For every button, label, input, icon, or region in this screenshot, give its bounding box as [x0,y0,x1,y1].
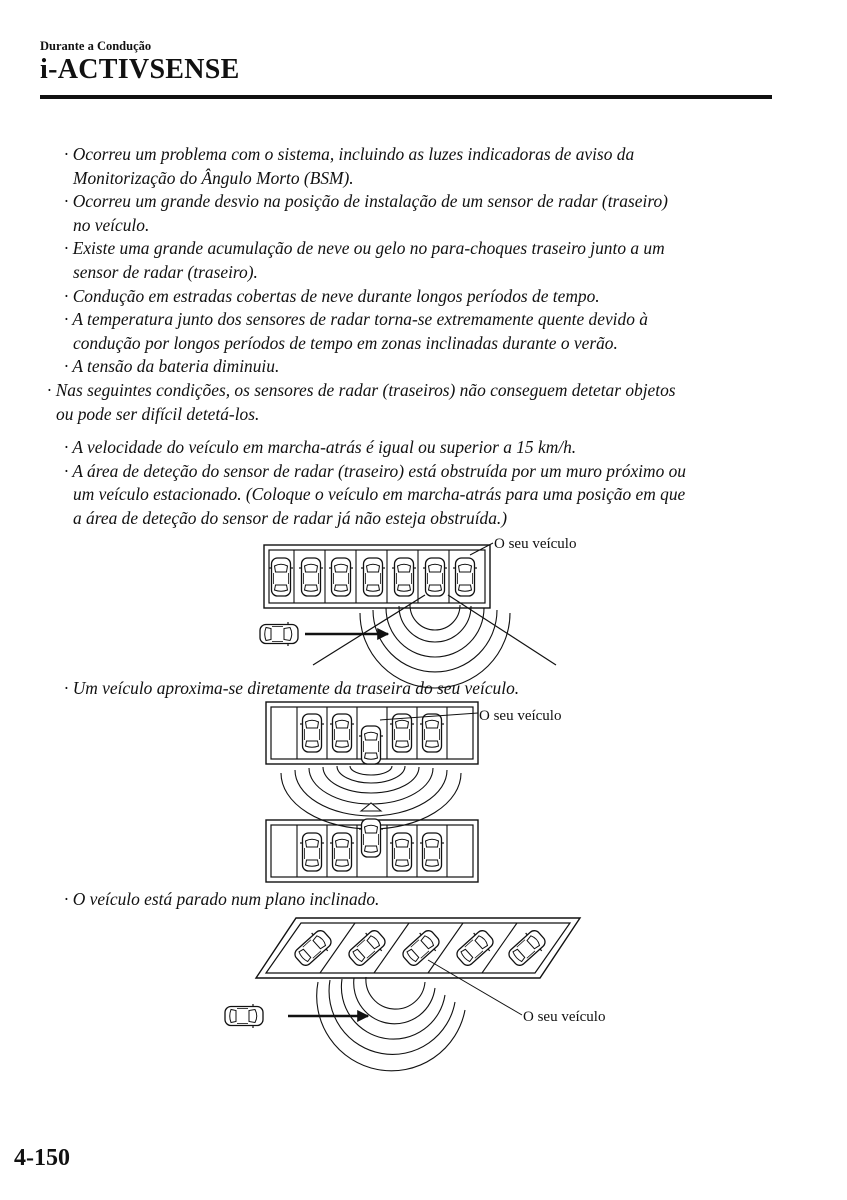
vehicle-label: O seu veículo [479,708,562,724]
list-item-line: um veículo estacionado. (Coloque o veículo em marcha-atrás para uma posição em que [73,484,686,505]
figure-caption-approach: · Um veículo aproxima-se diretamente da traseira do seu veículo. [64,678,520,698]
list-item-line: condução por longos períodos de tempo em zonas inclinadas durante o verão. [73,332,618,353]
own-vehicle [423,558,447,596]
list-item-line: ou pode ser difícil detetá-los. [56,403,260,424]
vehicle-label: O seu veículo [494,536,577,552]
figure-obstructed-parking [260,536,576,688]
list-item-line: · Nas seguintes condições, os sensores de radar (traseiros) não conseguem detetar objetos [47,379,676,400]
figure-approaching-vehicle [266,702,561,882]
own-vehicle [359,726,383,764]
page-title: i-ACTIVSENSE [40,54,240,85]
section-header: Durante a Condução [40,39,152,53]
list-item-line: · Existe uma grande acumulação de neve ou gelo no para-choques traseiro junto a um [64,238,665,259]
vehicle-label: O seu veículo [523,1009,606,1025]
list-item-line: · Ocorreu um problema com o sistema, incluindo as luzes indicadoras de aviso da [64,144,635,164]
list-item-line: · Condução em estradas cobertas de neve durante longos períodos de tempo. [64,285,600,306]
list-item-line: · A área de deteção do sensor de radar (traseiro) está obstruída por um muro próximo ou [64,460,687,481]
list-item-line: a área de deteção do sensor de radar já não esteja obstruída.) [73,507,508,528]
list-item-line: · A temperatura junto dos sensores de radar torna-se extremamente quente devido à [64,309,648,330]
figure-inclined-plane [225,918,605,1071]
own-vehicle [399,926,443,969]
figure-caption-slope: · O veículo está parado num plano inclinado. [64,889,380,909]
list-item-line: no veículo. [73,214,150,235]
list-item-line: · A tensão da bateria diminuiu. [64,356,280,377]
list-item-line: Monitorização do Ângulo Morto (BSM). [73,167,354,188]
page-number: 4-150 [14,1145,70,1171]
list-item-line: sensor de radar (traseiro). [73,261,258,282]
list-item-line: · Ocorreu um grande desvio na posição de instalação de um sensor de radar (traseiro) [64,191,668,212]
list-item-line: · A velocidade do veículo em marcha-atrás é igual ou superior a 15 km/h. [64,437,577,458]
